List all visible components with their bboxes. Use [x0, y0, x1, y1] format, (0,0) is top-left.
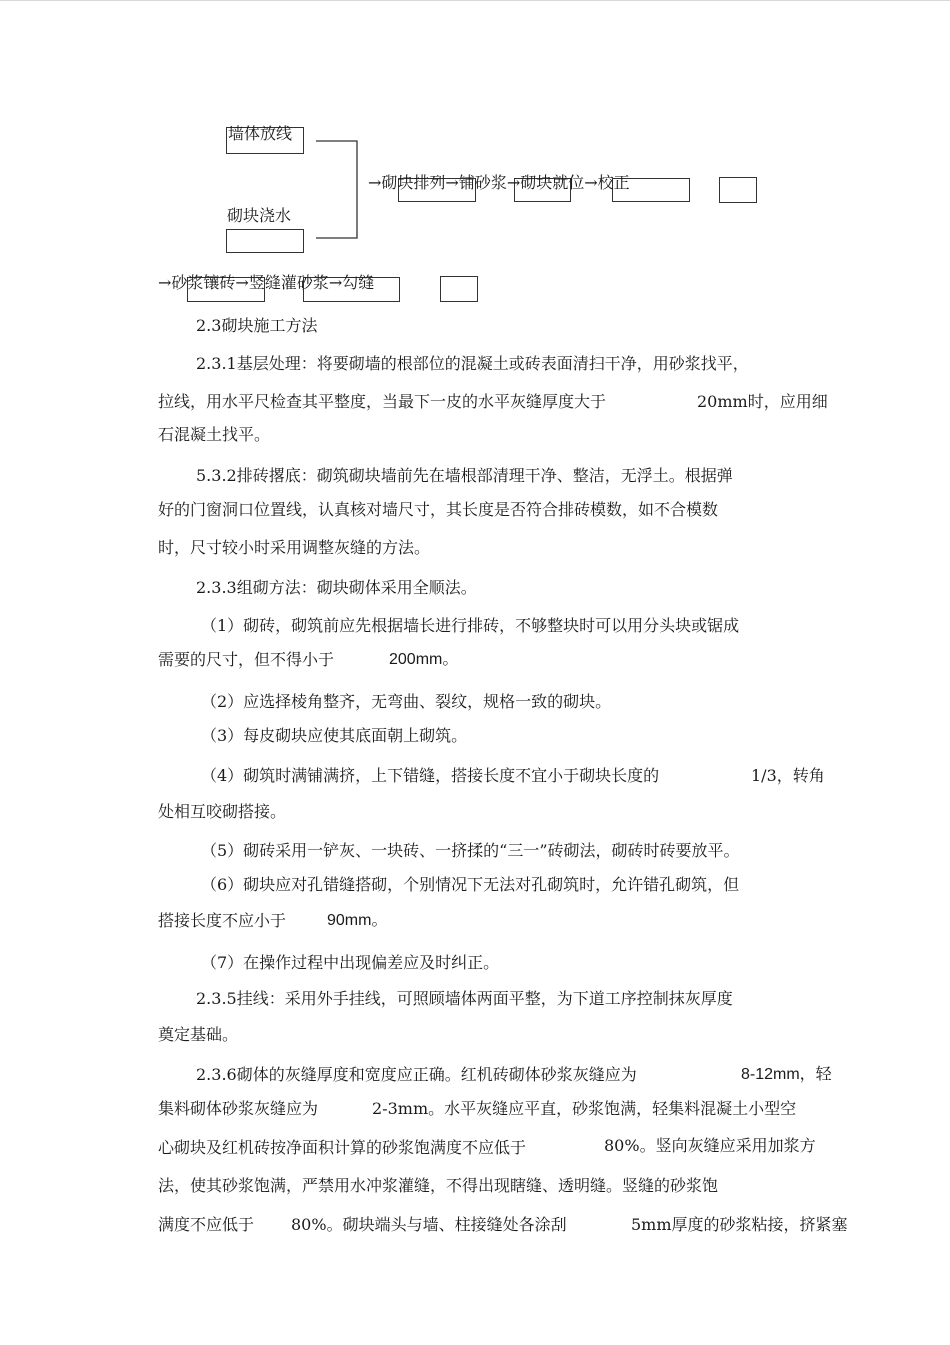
para-base-treatment-line2a: 拉线，用水平尺检查其平整度，当最下一皮的水平灰缝厚度大于: [158, 392, 607, 411]
flow-label-wall-layout: 墙体放线: [228, 124, 293, 143]
para-base-treatment-line2b: 20mm时，应用细: [697, 392, 828, 411]
para-bond-method: 2.3.3组砌方法：砌块砌体采用全顺法。: [196, 578, 477, 597]
flow-row1-sequence: →砌块排列→铺砂浆→砌块就位→校正: [368, 173, 630, 192]
item-1-line2a: 需要的尺寸，但不得小于: [158, 650, 335, 669]
item-1-line2b: 200mm。: [389, 651, 459, 668]
item-6-line2b: 90mm。: [327, 912, 388, 929]
item-1-line1: （1）砌砖，砌筑前应先根据墙长进行排砖，不够整块时可以用分头块或锯成: [201, 616, 740, 635]
para-mortar-joint-line2a: 集料砌体砂浆灰缝应为: [158, 1099, 319, 1118]
flow-bracket-connector: [0, 0, 950, 320]
para-mortar-joint-line3a: 心砌块及红机砖按净面积计算的砂浆饱满度不应低于: [158, 1138, 527, 1157]
para-string-line-line1: 2.3.5挂线：采用外手挂线，可照顾墙体两面平整，为下道工序控制抹灰厚度: [196, 989, 733, 1008]
para-brick-layout-line2: 好的门窗洞口位置线，认真核对墙尺寸，其长度是否符合排砖模数，如不合模数: [158, 500, 719, 519]
para-mortar-joint-line5c: 5mm厚度的砂浆粘接，挤紧塞: [631, 1215, 848, 1234]
para-mortar-joint-line5b: 80%。砌块端头与墙、柱接缝处各涂刮: [291, 1215, 567, 1234]
item-6-line1: （6）砌块应对孔错缝搭砌，个别情况下无法对孔砌筑时，允许错孔砌筑，但: [201, 875, 740, 894]
item-4-line1a: （4）砌筑时满铺满挤，上下错缝，搭接长度不宜小于砌块长度的: [201, 766, 660, 785]
item-6-line2a: 搭接长度不应小于: [158, 911, 287, 930]
para-string-line-line2: 奠定基础。: [158, 1025, 239, 1044]
flow-label-block-watering: 砌块浇水: [227, 206, 292, 225]
para-mortar-joint-line1b: 8-12mm，轻: [741, 1066, 832, 1083]
para-base-treatment-line1: 2.3.1基层处理：将要砌墙的根部位的混凝土或砖表面清扫干净，用砂浆找平，: [196, 354, 749, 373]
item-4-line1b: 1/3，转角: [751, 766, 825, 785]
flow-box-end-row2: [440, 276, 478, 302]
para-mortar-joint-line5a: 满度不应低于: [158, 1215, 255, 1234]
item-5: （5）砌砖采用一铲灰、一块砖、一挤揉的“三一”砖砌法，砌砖时砖要放平。: [201, 841, 740, 860]
flow-row2-sequence: →砂浆镶砖→竖缝灌砂浆→勾缝: [158, 273, 375, 292]
para-mortar-joint-line2b: 2-3mm。水平灰缝应平直，砂浆饱满，轻集料混凝土小型空: [372, 1099, 797, 1118]
para-brick-layout-line1: 5.3.2排砖撂底：砌筑砌块墙前先在墙根部清理干净、整洁，无浮土。根据弹: [196, 466, 733, 485]
para-mortar-joint-line4: 法，使其砂浆饱满，严禁用水冲浆灌缝，不得出现瞎缝、透明缝。竖缝的砂浆饱: [158, 1176, 719, 1195]
para-mortar-joint-line1a: 2.3.6砌体的灰缝厚度和宽度应正确。红机砖砌体砂浆灰缝应为: [196, 1065, 637, 1084]
para-mortar-joint-line3b: 80%。竖向灰缝应采用加浆方: [604, 1136, 816, 1155]
item-2: （2）应选择棱角整齐，无弯曲、裂纹，规格一致的砌块。: [201, 692, 612, 711]
item-3: （3）每皮砌块应使其底面朝上砌筑。: [201, 726, 468, 745]
item-7: （7）在操作过程中出现偏差应及时纠正。: [201, 953, 500, 972]
item-4-line2: 处相互咬砌搭接。: [158, 802, 287, 821]
flow-box-end-row1: [719, 177, 757, 203]
para-brick-layout-line3: 时，尺寸较小时采用调整灰缝的方法。: [158, 538, 431, 557]
section-heading: 2.3砌块施工方法: [196, 316, 318, 335]
para-base-treatment-line3: 石混凝土找平。: [158, 425, 271, 444]
